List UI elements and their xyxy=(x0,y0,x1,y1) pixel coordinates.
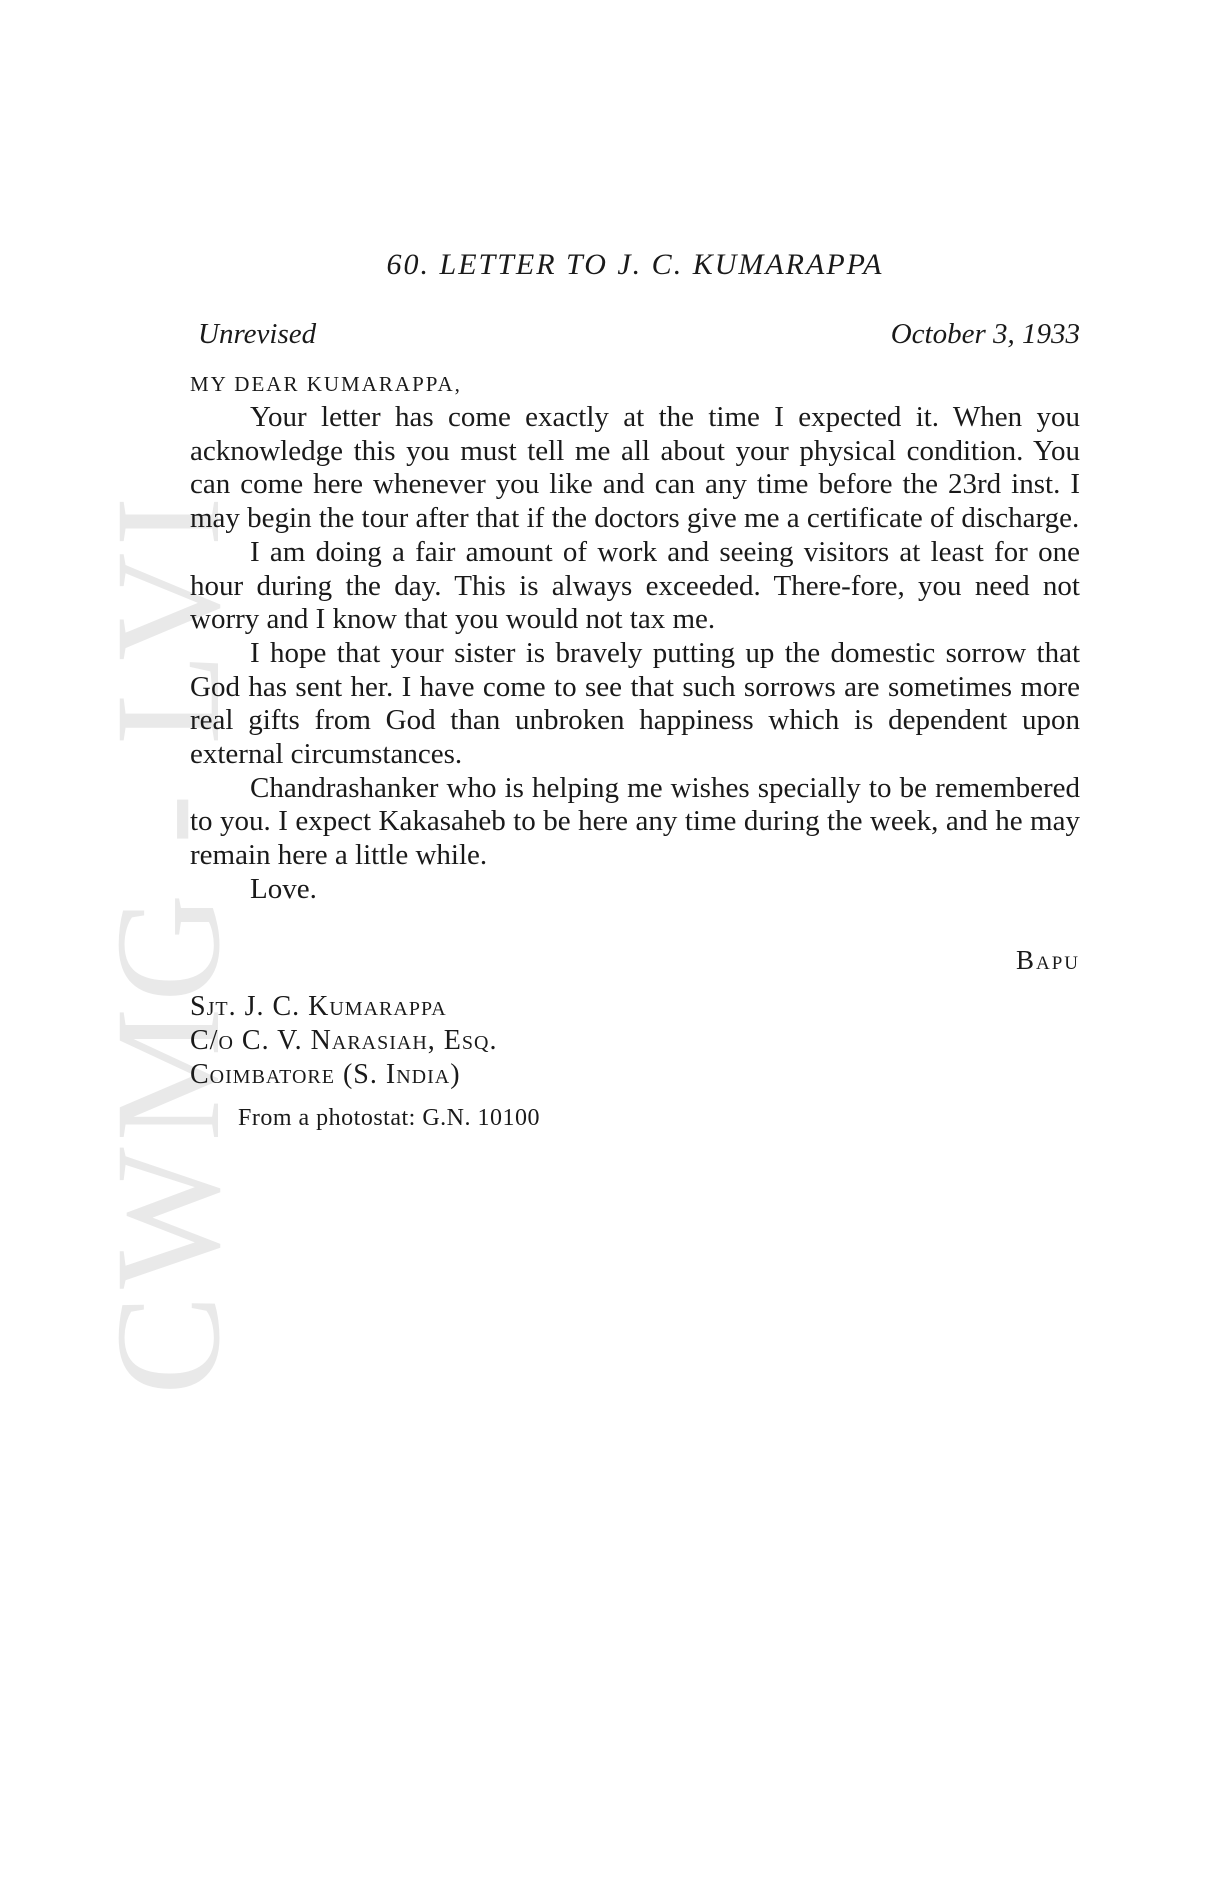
closing-line: Love. xyxy=(250,872,317,905)
address-line-1: Sjt. J. C. Kumarappa xyxy=(190,991,447,1022)
address-line-3: Coimbatore (S. India) xyxy=(190,1059,461,1090)
letter-heading: 60. LETTER TO J. C. KUMARAPPA xyxy=(386,248,884,281)
paragraph-2: I am doing a fair amount of work and seeing visitors at least for one hour during the day. This is always exceeded. There-fore, you need not worry and I know that you would not tax me. xyxy=(190,535,1080,636)
letter-date: October 3, 1933 xyxy=(890,318,1080,350)
paragraph-4: Chandrashanker who is helping me wishes specially to be remembered to you. I expect Kakasaheb to be here any time during the week, and he may remain here a little while. xyxy=(190,771,1080,872)
paragraph-1: Your letter has come exactly at the time I expected it. When you acknowledge this you must tell me all about your physical condition. You can come here whenever you like and can any time before the 23rd inst. I may begin the tour after that if the doctors give me a certificate of discharge. xyxy=(190,401,1080,535)
paragraph-3: I hope that your sister is bravely putting up the domestic sorrow that God has sent her. I have come to see that such sorrows are sometimes more real gifts from God than unbroken happiness which is dependent upon external circumstances. xyxy=(190,636,1080,771)
address-line-2: C/o C. V. Narasiah, Esq. xyxy=(190,1025,498,1056)
salutation: MY DEAR KUMARAPPA, xyxy=(190,372,462,396)
source-note: From a photostat: G.N. 10100 xyxy=(238,1105,540,1131)
revision-status: Unrevised xyxy=(198,318,317,350)
signature: Bapu xyxy=(1015,945,1080,975)
watermark: CWMG - LVI xyxy=(85,490,251,1395)
recipient-address xyxy=(190,990,497,1092)
letter-body xyxy=(190,401,1080,907)
